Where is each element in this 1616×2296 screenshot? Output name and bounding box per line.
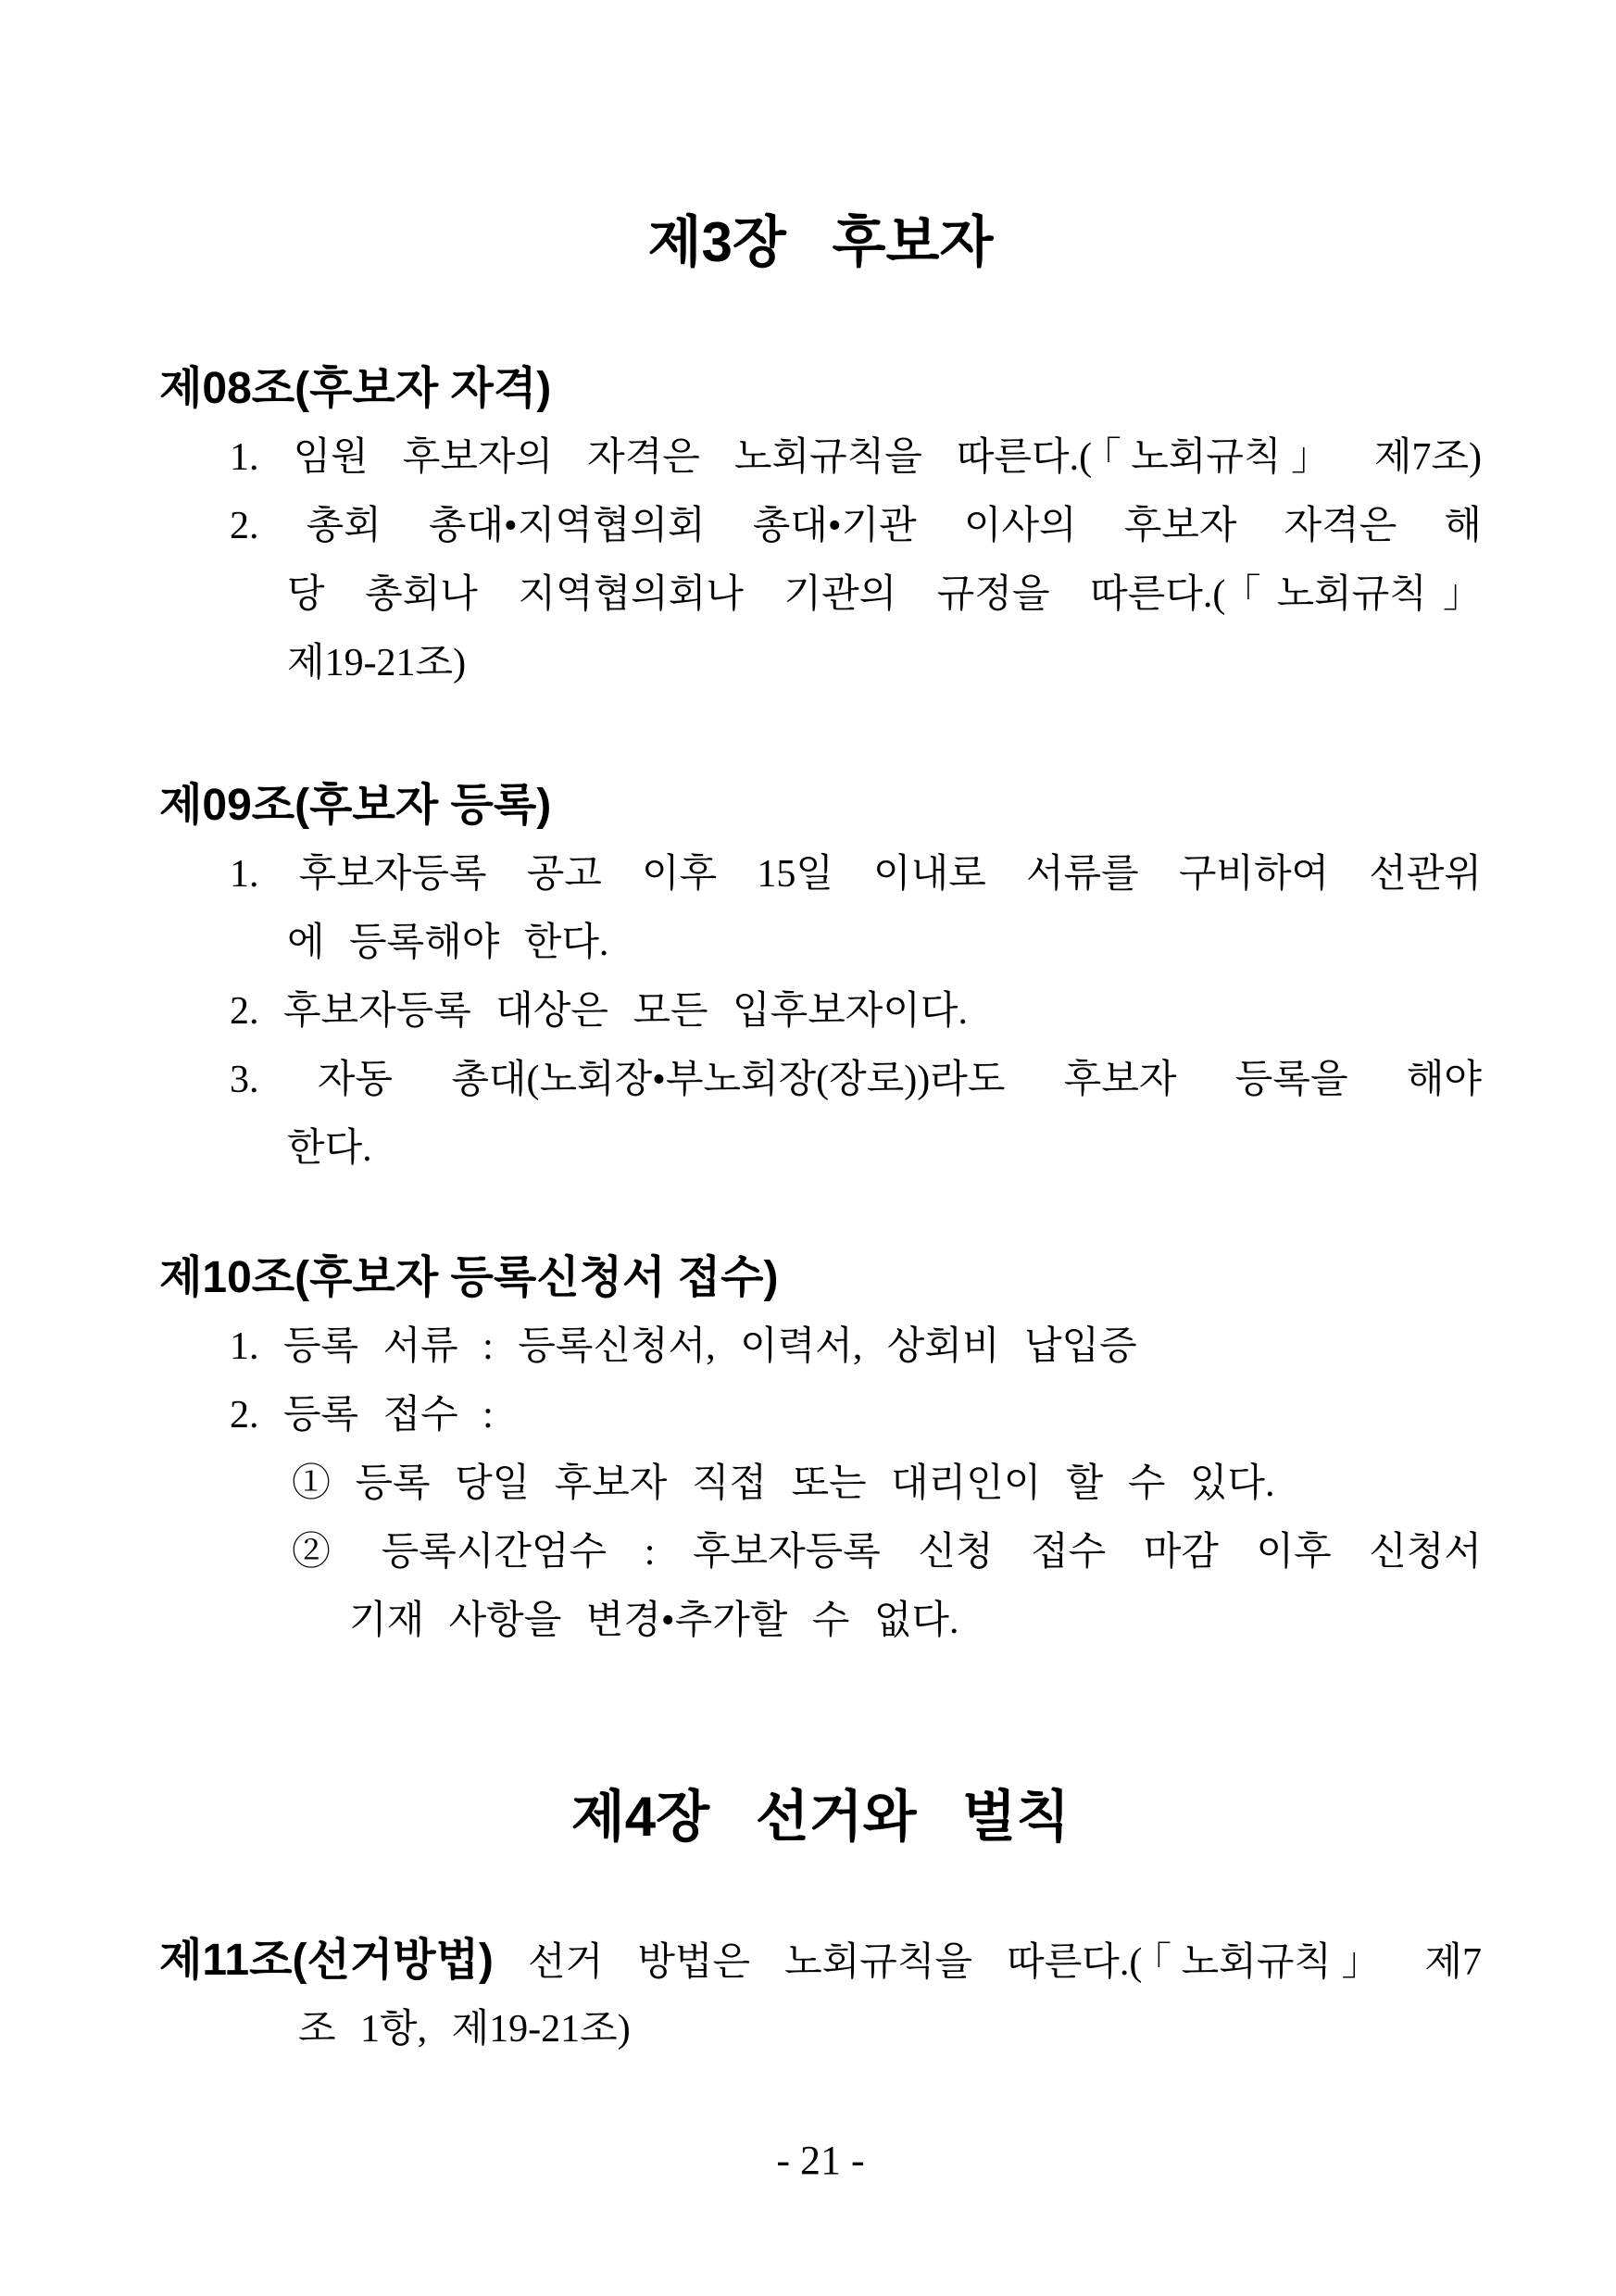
chapter3-title: 제3장 후보자	[647, 211, 994, 273]
article10-item1-line1: 1. 등록 서류 : 등록신청서, 이력서, 상회비 납입증	[230, 1325, 1137, 1368]
article08-item1-line1: 1. 임원 후보자의 자격은 노회규칙을 따른다.(「노회규칙」 제7조)	[230, 436, 1482, 479]
article08-item2-line1: 2. 총회 총대•지역협의회 총대•기관 이사의 후보자 자격은 해	[230, 505, 1482, 547]
article10-item2-sub2-line2: 기재 사항을 변경•추가할 수 없다.	[349, 1600, 959, 1642]
article08-item2-line3: 제19-21조)	[287, 642, 467, 684]
article-11	[159, 1926, 1482, 2064]
article11-heading: 제11조(선거방법)	[159, 1936, 494, 1985]
article-08	[159, 355, 1482, 697]
article11-line1	[159, 1926, 1482, 1995]
article10-item2-sub1-line1: ① 등록 당일 후보자 직접 또는 대리인이 할 수 있다.	[292, 1462, 1275, 1505]
article08-item2-line2: 당 총회나 지역협의회나 기관의 규정을 따른다.(「노회규칙」	[287, 573, 1482, 616]
article10-item2-sub2-line1: ② 등록시간엄수 : 후보자등록 신청 접수 마감 이후 신청서	[292, 1531, 1482, 1574]
chapter4-title: 제4장 선거와 벌칙	[570, 1786, 1071, 1848]
article09-item2-line1: 2. 후보자등록 대상은 모든 입후보자이다.	[230, 990, 968, 1033]
article10-item2-line1: 2. 등록 접수 :	[230, 1394, 494, 1437]
article09-item3-line2: 한다.	[287, 1127, 372, 1170]
article-10	[159, 1244, 1482, 1655]
article09-item3-line1: 3. 자동 총대(노회장•부노회장(장로))라도 후보자 등록을 해야	[230, 1059, 1482, 1101]
article11-line1-rest: 선거 방법은 노회규칙을 따른다.(「노회규칙」 제7	[493, 1941, 1482, 1984]
article09-item1-line2: 에 등록해야 한다.	[287, 922, 609, 964]
article11-line2: 조 1항, 제19-21조)	[298, 2008, 631, 2051]
article-09	[159, 772, 1482, 1183]
article09-heading: 제09조(후보자 등록)	[159, 781, 552, 830]
article09-item1-line1: 1. 후보자등록 공고 이후 15일 이내로 서류를 구비하여 선관위	[230, 853, 1482, 896]
article08-heading: 제08조(후보자 자격)	[159, 364, 552, 413]
page-number: - 21 -	[776, 2138, 865, 2183]
article10-heading: 제10조(후보자 등록신청서 접수)	[159, 1253, 779, 1302]
